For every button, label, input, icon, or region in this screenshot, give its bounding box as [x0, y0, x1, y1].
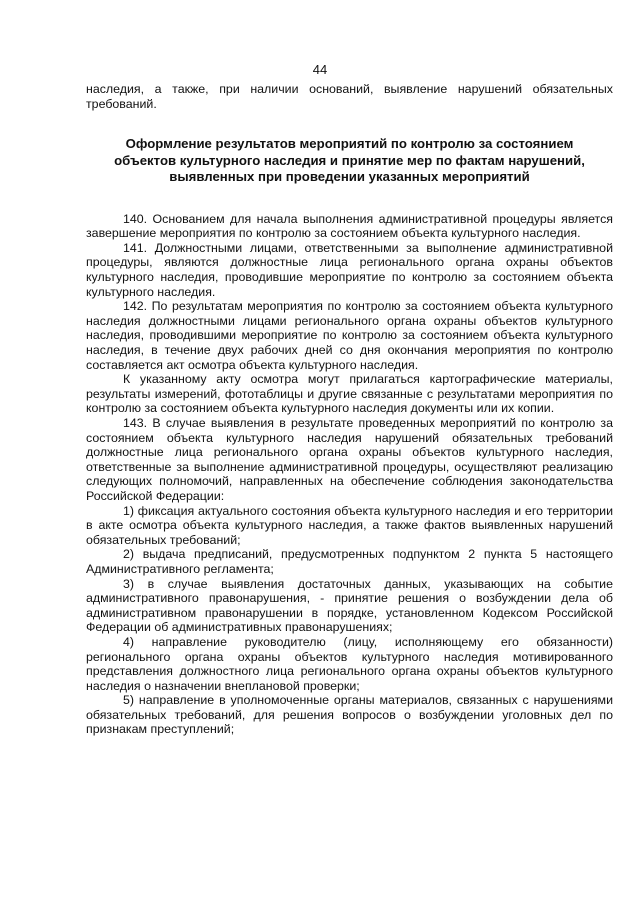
list-item-5: 5) направление в уполномоченные органы материалов, связанных с нарушениями обязательных требований, для решения вопросов о возбуждении уголовных дел по признакам преступлений;	[86, 693, 613, 737]
list-item-1: 1) фиксация актуального состояния объекта культурного наследия и его территории в акте осмотра объекта культурного наследия, а также фактов выявленных нарушений обязательных требований;	[86, 503, 613, 547]
section-heading-line: выявленных при проведении указанных мероприятий	[169, 169, 530, 185]
paragraph-142: 142. По результатам мероприятия по контролю за состоянием объекта культурного наследия должностными лицами регионального органа охраны объектов культурного наследия, проводившими мероприятие по контролю за состоянием объекта культурного наследия, в течение двух рабочих дней со дня окончания мероприятия по контролю составляется акт осмотра объекта культурного наследия.	[86, 299, 613, 372]
list-item-3: 3) в случае выявления достаточных данных, указывающих на событие административного правонарушения, - принятие решения о возбуждении дела об административном правонарушении в порядке, установленном Кодексом Российской Федерации об административных правонарушениях;	[86, 576, 613, 635]
list-item-4: 4) направление руководителю (лицу, исполняющему его обязанности) регионального органа охраны объектов культурного наследия мотивированного представления должностного лица регионального органа охраны объектов культурного наследия о назначении внеплановой проверки;	[86, 634, 613, 693]
document-body	[86, 82, 613, 737]
paragraph-143: 143. В случае выявления в результате проведенных мероприятий по контролю за состоянием объекта культурного наследия нарушений обязательных требований должностные лица регионального органа охраны объектов культурного наследия, ответственные за выполнение административной процедуры, осуществляют реализацию следующих полномочий, направленных на обеспечение соблюдения законодательства Российской Федерации:	[86, 416, 613, 503]
paragraph-141: 141. Должностными лицами, ответственными за выполнение административной процедуры, являются должностные лица регионального органа охраны объектов культурного наследия, проводившие мероприятие по контролю за состоянием объекта культурного наследия.	[86, 240, 613, 299]
page-number: 44	[312, 62, 328, 77]
section-heading-line: Оформление результатов мероприятий по контролю за состоянием	[125, 136, 574, 152]
section-heading	[86, 136, 613, 186]
list-item-2: 2) выдача предписаний, предусмотренных подпунктом 2 пункта 5 настоящего Административного регламента;	[86, 547, 613, 576]
section-heading-line: объектов культурного наследия и принятие мер по фактам нарушений,	[114, 152, 585, 168]
intro-paragraph: наследия, а также, при наличии оснований, выявление нарушений обязательных требований.	[86, 82, 613, 111]
paragraph-142-attachments: К указанному акту осмотра могут прилагаться картографические материалы, результаты измерений, фототаблицы и другие связанные с результатами мероприятия по контролю за состоянием объекта культурного наследия документы или их копии.	[86, 372, 613, 416]
paragraph-140: 140. Основанием для начала выполнения административной процедуры является завершение мероприятия по контролю за состоянием объекта культурного наследия.	[86, 211, 613, 241]
